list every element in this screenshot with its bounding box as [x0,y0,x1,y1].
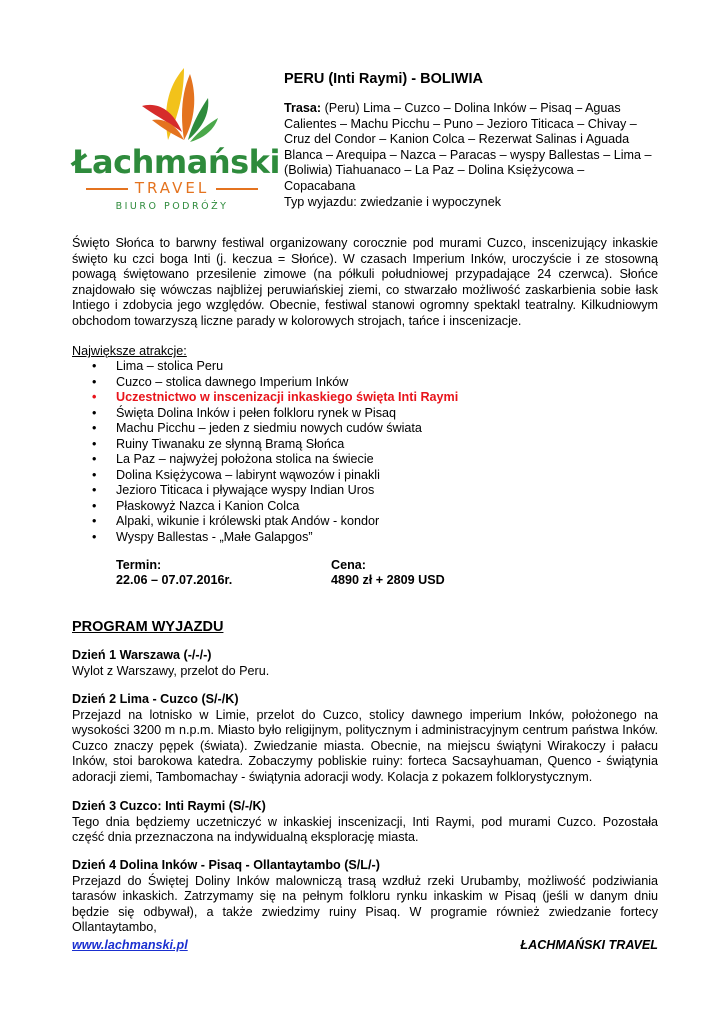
sail-flame-icon [72,62,272,152]
list-item: • Cuzco – stolica dawnego Imperium Inków [92,374,349,389]
logo-name: Łachmański [72,143,280,181]
list-item: • Ruiny Tiwanaku ze słynną Bramą Słońca [92,436,345,451]
logo-tagline: BIURO PODRÓŻY [115,201,229,212]
route-text: (Peru) Lima – Cuzco – Dolina Inków – Pisaq – Aguas Calientes – Machu Picchu – Puno – Jezioro Titicaca – Chivay – Cruz del Condor – Kanion Colca – Rezerwat Salinas i Aguada Blanca – Arequipa – Nazca – Paracas – wyspy Ballestas – Lima – (Boliwia) Tiahuanaco – La Paz – Dolina Księżycowa – Copacabana [284,101,652,193]
attractions-list [72,359,458,545]
day-text: Przejazd do Świętej Doliny Inków malowniczą trasą wzdłuż rzeki Urubamby, możliwość podziwiania tarasów inkaskich. Zatrzymamy się na pełnym folkloru rynku inkaskim w Pisaq (jeśli w danym dniu będzie się odbywał), a także zwiedzimy ruiny Pisaq. W programie również zwiedzanie fortecy Ollantaytambo, [72,873,658,934]
bullet-icon: • [92,529,97,544]
bullet-icon: • [92,374,97,389]
day-text: Przejazd na lotnisko w Limie, przelot do Cuzco, stolicy dawnego imperium Inków, położonego na wysokości 3200 m n.p.m. Miasto było religijnym, politycznym i administracyjnym centrum państwa Inków. Cuzco znaczy pępek (świata). Zwiedzanie miasta. Obecnie, na miejscu świątyni Wirakoczy i pałacu Inków, stoi barokowa katedra. Zobaczymy pobliskie ruiny: forteca Sacsayhuaman, Quenco - świątynia adoracji ziemi, Tambomachay - świątynia adoracji wody. Kolacja z pokazem folklorystycznym. [72,707,658,784]
list-item: • Lima – stolica Peru [92,359,224,373]
bullet-icon: • [92,467,97,482]
program-day-2 [72,692,658,785]
price-value: 4890 zł + 2809 USD [331,573,445,587]
term-value: 22.06 – 07.07.2016r. [116,573,233,587]
bullet-icon: • [92,514,97,528]
list-item: • Wyspy Ballestas - „Małe Galapgos” [92,529,313,544]
company-logo [72,62,280,227]
program-day-1 [72,648,658,679]
list-item: • Płaskowyż Nazca i Kanion Colca [92,498,300,513]
route-label: Trasa: [284,101,322,115]
bullet-icon: • [92,483,97,497]
bullet-icon: • [92,405,97,420]
program-heading: PROGRAM WYJAZDU [72,619,224,635]
bullet-icon: • [92,498,97,513]
intro-paragraph: Święto Słońca to barwny festiwal organizowany corocznie pod murami Cuzco, inscenizujący inkaskie święto ku czci boga Inti (j. keczua = Słońce). W czasach Imperium Inków, uroczyście i ze stosowną powagą świętowano przesilenie zimowe (na półkuli południowej przypadające 24 czerwca). Słońce znajdowało się wówczas najbliżej peruwiańskiej ziemi, co stwarzało możliwość zaskarbienia sobie łask Intiego i zdobycia jego względów. Obecnie, festiwal stanowi ogromny spektakl teatralny. Kilkudniowym obchodom towarzyszą liczne parady w kolorowych strojach, tańce i inscenizacje. [72,236,658,328]
day-title: Dzień 1 Warszawa (-/-/-) [72,648,212,662]
list-item: • La Paz – najwyżej położona stolica na świecie [92,452,374,466]
bullet-icon: • [92,359,97,373]
website-link[interactable]: www.lachmanski.pl [72,938,188,952]
term-label: Termin: [116,558,162,572]
bullet-icon: • [92,421,97,435]
day-title: Dzień 3 Cuzco: Inti Raymi (S/-/K) [72,799,266,813]
attractions-heading: Największe atrakcje: [72,344,187,358]
day-text: Tego dnia będziemy uczetniczyć w inkaskiej inscenizacji, Inti Raymi, pod murami Cuzco. Pozostała część dnia przeznaczona na indywidualną eksplorację miasta. [72,814,658,844]
list-item: • Dolina Księżycowa – labirynt wąwozów i pinakli [92,467,380,482]
list-item: • Alpaki, wikunie i królewski ptak Andów - kondor [92,514,380,528]
list-item: • Jezioro Titicaca i pływające wyspy Indian Uros [92,483,375,497]
list-item: • Święta Dolina Inków i pełen folkloru rynek w Pisaq [92,405,396,420]
trip-type: Typ wyjazdu: zwiedzanie i wypoczynek [284,195,501,209]
program-day-3 [72,799,658,846]
list-item-highlight: • Uczestnictwo w inscenizacji inkaskiego święta Inti Raymi [92,390,459,404]
bullet-icon: • [92,436,97,451]
bullet-icon: • [92,452,97,466]
logo-divider-right [216,188,258,190]
trip-title: PERU (Inti Raymi) - BOLIWIA [284,71,483,87]
program-day-4 [72,858,658,936]
day-text: Wylot z Warszawy, przelot do Peru. [72,663,270,678]
bullet-icon: • [92,390,97,404]
footer-brand: ŁACHMAŃSKI TRAVEL [520,938,658,952]
day-title: Dzień 4 Dolina Inków - Pisaq - Ollantaytambo (S/L/-) [72,858,380,872]
trip-route [284,101,658,194]
list-item: • Machu Picchu – jeden z siedmiu nowych cudów świata [92,421,422,435]
day-title: Dzień 2 Lima - Cuzco (S/-/K) [72,692,239,706]
logo-travel: TRAVEL [134,179,210,197]
price-label: Cena: [331,558,366,572]
